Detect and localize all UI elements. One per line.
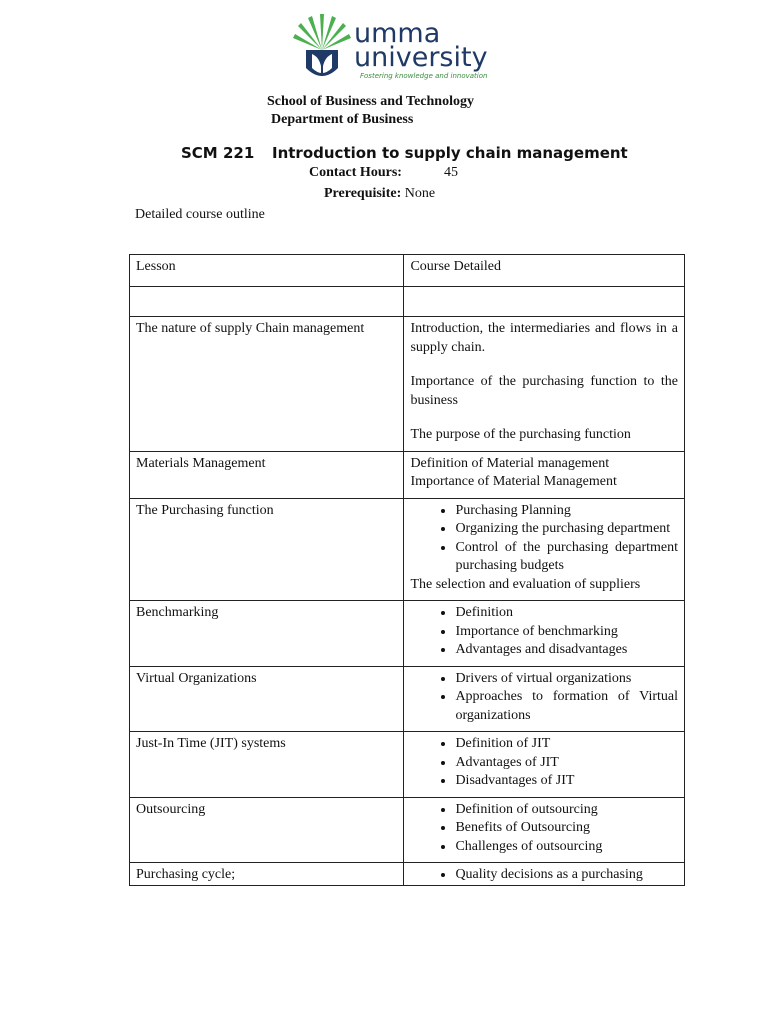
contact-hours-value: 45: [444, 165, 458, 180]
detail-paragraph: Introduction, the intermediaries and flows in a supply chain.: [410, 321, 678, 355]
detail-cell: [404, 863, 685, 886]
detail-line: Definition of Material management: [410, 455, 610, 471]
table-row: [130, 601, 685, 667]
lesson-cell: The nature of supply Chain management: [130, 317, 404, 452]
lesson-cell: The Purchasing function: [130, 498, 404, 601]
logo-text-university: university: [354, 42, 488, 73]
list-item: • Importance of benchmarking: [455, 623, 678, 642]
list-item: • Benefits of Outsourcing: [455, 819, 678, 838]
list-item: • Disadvantages of JIT: [455, 772, 678, 791]
course-outline-table: [129, 254, 685, 886]
header-course-detailed: Course Detailed: [404, 255, 685, 287]
table-row: [130, 317, 685, 452]
table-empty-row: [130, 287, 685, 317]
table-row: [130, 732, 685, 798]
school-name: School of Business and Technology: [267, 94, 474, 109]
table-row: [130, 666, 685, 732]
logo-tagline: Fostering knowledge and innovation: [360, 72, 488, 80]
logo-emblem-icon: [290, 10, 354, 88]
detail-cell: [404, 498, 685, 601]
empty-cell: [404, 287, 685, 317]
detail-paragraph: The purpose of the purchasing function: [410, 427, 631, 442]
list-item: • Challenges of outsourcing: [455, 838, 678, 857]
bullet-list: [410, 735, 678, 791]
outline-label: Detailed course outline: [135, 207, 265, 222]
detail-cell: [404, 732, 685, 798]
list-item: • Quality decisions as a purchasing: [455, 866, 678, 885]
lesson-cell: Outsourcing: [130, 797, 404, 863]
table-header-row: [130, 255, 685, 287]
detail-cell: [404, 317, 685, 452]
bullet-list: [410, 670, 678, 726]
empty-cell: [130, 287, 404, 317]
bullet-list: [410, 866, 678, 885]
lesson-cell: Virtual Organizations: [130, 666, 404, 732]
detail-cell: [404, 601, 685, 667]
list-item: • Approaches to formation of Virtual organizations: [455, 688, 678, 725]
course-title: Introduction to supply chain management: [272, 144, 628, 162]
detail-cell: [404, 797, 685, 863]
table-row: [130, 863, 685, 886]
course-code: SCM 221: [181, 144, 255, 162]
detail-paragraph: Importance of the purchasing function to the business: [410, 374, 678, 408]
bullet-list: [410, 502, 678, 576]
department-name: Department of Business: [271, 112, 414, 127]
contact-hours-label: Contact Hours:: [309, 165, 402, 180]
lesson-cell: Materials Management: [130, 451, 404, 498]
list-item: • Advantages of JIT: [455, 754, 678, 773]
detail-line: Importance of Material Management: [410, 474, 617, 489]
table-row: [130, 451, 685, 498]
table-row: [130, 498, 685, 601]
lesson-cell: Benchmarking: [130, 601, 404, 667]
list-item: • Definition: [455, 604, 678, 623]
detail-line: The selection and evaluation of suppliers: [410, 576, 641, 592]
prerequisite-value: None: [404, 186, 436, 201]
lesson-cell: Purchasing cycle;: [130, 863, 404, 886]
list-item: • Advantages and disadvantages: [455, 641, 678, 660]
list-item: • Control of the purchasing department purchasing budgets: [455, 539, 678, 576]
logo-text-umma: umma: [354, 18, 441, 49]
list-item: • Definition of JIT: [455, 735, 678, 754]
bullet-list: [410, 604, 678, 660]
prerequisite-label: Prerequisite:: [324, 186, 402, 201]
detail-cell: [404, 666, 685, 732]
list-item: • Definition of outsourcing: [455, 801, 678, 820]
list-item: • Organizing the purchasing department: [455, 520, 678, 539]
detail-cell: [404, 451, 685, 498]
header-lesson: Lesson: [130, 255, 404, 287]
prerequisite: [324, 186, 435, 202]
list-item: • Purchasing Planning: [455, 502, 678, 521]
bullet-list: [410, 801, 678, 857]
list-item: • Drivers of virtual organizations: [455, 670, 678, 689]
university-logo: [290, 10, 488, 88]
table-row: [130, 797, 685, 863]
lesson-cell: Just-In Time (JIT) systems: [130, 732, 404, 798]
